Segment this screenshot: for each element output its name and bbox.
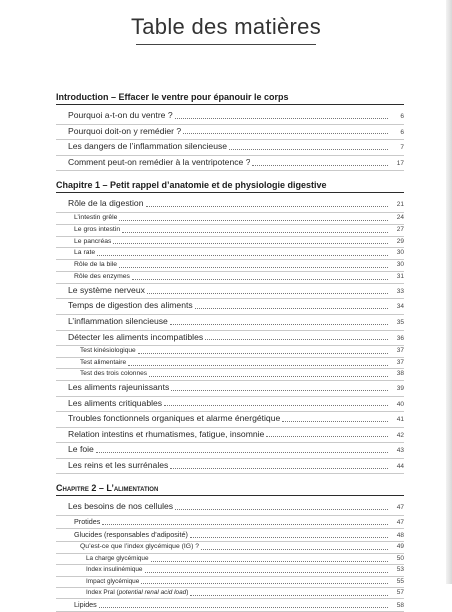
toc-entry-page: 44 <box>396 462 404 470</box>
leader-dots <box>195 308 388 309</box>
leader-dots <box>147 293 388 294</box>
leader-dots <box>175 118 388 119</box>
toc-entry-page: 55 <box>396 577 404 585</box>
leader-dots <box>132 279 388 280</box>
leader-dots <box>119 267 388 268</box>
leader-dots <box>229 149 388 150</box>
title-underline <box>136 44 316 45</box>
leader-dots <box>119 220 388 221</box>
toc-subentry[interactable] <box>56 554 404 565</box>
toc-entry-label: Lipides <box>74 600 97 610</box>
toc-subentry[interactable] <box>56 577 404 588</box>
toc-entry[interactable] <box>56 428 404 444</box>
toc-entry-label: Rôle de la bile <box>74 261 118 269</box>
toc-entry-page: 38 <box>396 370 404 378</box>
toc-entry[interactable] <box>56 140 404 156</box>
toc-entry-label: La charge glycémique <box>86 554 149 562</box>
leader-dots <box>201 549 388 550</box>
leader-dots <box>99 607 388 608</box>
toc-subentry[interactable] <box>56 225 404 237</box>
toc-entry-page: 6 <box>400 113 404 120</box>
toc-entry-label: Les reins et les surrénales <box>68 459 169 470</box>
toc-entry-page: 21 <box>396 201 404 209</box>
toc-entry-label-start: Index Pral ( <box>86 589 119 597</box>
toc-entry-label: L’intestin grêle <box>74 213 118 221</box>
toc-entry-label: Impact glycémique <box>86 577 140 585</box>
toc-subentry[interactable] <box>56 565 404 576</box>
toc-entry-label: Troubles fonctionnels organiques et alarme énergétique <box>68 413 281 424</box>
toc-entry-page: 41 <box>396 416 404 424</box>
leader-dots <box>170 324 388 325</box>
toc-entry[interactable] <box>56 500 404 516</box>
toc-entry-page: 17 <box>396 159 404 167</box>
toc-entry-page: 37 <box>396 358 404 366</box>
toc-entry-label: Qu’est-ce que l’index glycémique (IG) ? <box>80 543 199 551</box>
toc-entry[interactable] <box>56 459 404 475</box>
toc-entry-label-italic: potential renal acid load <box>118 589 187 597</box>
toc-entry-page: 43 <box>396 447 404 455</box>
leader-dots <box>252 165 388 166</box>
page-edge-shadow <box>446 0 452 584</box>
toc-subentry[interactable] <box>56 260 404 272</box>
toc-entry-label: Le pancréas <box>74 237 112 245</box>
leader-dots <box>149 376 388 377</box>
leader-dots <box>183 133 388 134</box>
leader-dots <box>164 405 388 406</box>
toc-entry[interactable] <box>56 381 404 397</box>
toc-entry[interactable] <box>56 284 404 300</box>
toc-subentry[interactable] <box>56 542 404 554</box>
toc-entry[interactable] <box>56 331 404 347</box>
leader-dots <box>190 595 388 596</box>
toc-subentry[interactable] <box>56 248 404 260</box>
leader-dots <box>175 509 388 510</box>
leader-dots <box>171 390 388 391</box>
toc-entry-page: 57 <box>396 589 404 597</box>
toc-entry-page: 50 <box>396 554 404 562</box>
toc-entry-label: Pourquoi a-t-on du ventre ? <box>68 110 173 120</box>
toc-entry-label: Comment peut-on remédier à la ventripotence ? <box>68 156 251 167</box>
toc-entry-label: Les dangers de l’inflammation silencieuse <box>68 141 228 152</box>
toc-subentry[interactable] <box>56 346 404 358</box>
leader-dots <box>113 243 388 244</box>
toc-subentry[interactable] <box>56 272 404 284</box>
toc-entry-label: Détecter les aliments incompatibles <box>68 331 204 342</box>
toc-entry[interactable] <box>56 125 404 141</box>
title-block <box>0 14 452 45</box>
toc-entry-label: Test kinésiologique <box>80 347 136 355</box>
toc-entry-label: Glucides (responsables d’adiposité) <box>74 530 188 540</box>
toc-entry-page: 47 <box>396 519 404 527</box>
leader-dots <box>138 353 388 354</box>
leader-dots <box>190 537 388 538</box>
toc-entry-page: 49 <box>396 543 404 551</box>
leader-dots <box>266 436 388 437</box>
leader-dots <box>128 365 388 366</box>
toc-entry-page: 6 <box>400 128 404 136</box>
leader-dots <box>96 452 388 453</box>
toc-entry-page: 27 <box>396 225 404 233</box>
toc-entry-label: Test alimentaire <box>80 358 127 366</box>
toc-entry-label: Protides <box>74 517 101 527</box>
toc-entry[interactable] <box>56 315 404 331</box>
toc-entry-label: Les besoins de nos cellules <box>68 501 174 512</box>
leader-dots <box>282 421 388 422</box>
toc-entry-page: 7 <box>400 144 404 152</box>
toc-entry-label: Le système nerveux <box>68 284 145 295</box>
toc-entry-label: Les aliments critiquables <box>68 397 163 408</box>
leader-dots <box>205 339 388 340</box>
toc-entry-label: Le foie <box>68 444 94 455</box>
toc-entry-label: La rate <box>74 249 96 257</box>
toc-entry-page: 47 <box>396 504 404 512</box>
leader-dots <box>102 524 388 525</box>
toc-entry[interactable] <box>56 156 404 172</box>
toc-entry-page: 24 <box>396 213 404 221</box>
leader-dots <box>97 255 388 256</box>
page-title: Table des matières <box>130 14 322 39</box>
toc-entry-page: 53 <box>396 566 404 574</box>
toc-entry-page: 48 <box>396 532 404 540</box>
toc-entry[interactable] <box>56 197 404 213</box>
toc-entry-page: 29 <box>396 237 404 245</box>
toc-entry-page: 58 <box>396 602 404 610</box>
toc-entry-label: Temps de digestion des aliments <box>68 300 193 311</box>
toc-entry-label: Rôle des enzymes <box>74 272 130 280</box>
table-of-contents <box>56 92 404 612</box>
section-heading-chapter-2: Chapitre 2 – L’alimentation <box>56 483 404 496</box>
toc-subentry[interactable] <box>56 516 404 529</box>
toc-entry-page: 39 <box>396 384 404 392</box>
toc-subentry[interactable] <box>56 358 404 370</box>
toc-subentry[interactable] <box>56 599 404 612</box>
toc-entry-label: Le gros intestin <box>74 225 121 233</box>
toc-entry-label: L’inflammation silencieuse <box>68 315 168 326</box>
leader-dots <box>170 468 388 469</box>
toc-entry-label: Test des trois colonnes <box>80 370 148 378</box>
toc-subentry[interactable] <box>56 237 404 249</box>
toc-entry-page: 37 <box>396 347 404 355</box>
toc-entry-page: 40 <box>396 400 404 408</box>
leader-dots <box>151 561 388 562</box>
toc-entry[interactable] <box>56 397 404 413</box>
toc-entry-label: Rôle de la digestion <box>68 198 144 209</box>
toc-entry[interactable] <box>56 412 404 428</box>
toc-entry-page: 30 <box>396 249 404 257</box>
leader-dots <box>145 572 389 573</box>
section-heading-introduction: Introduction – Effacer le ventre pour épanouir le corps <box>56 92 404 105</box>
leader-dots <box>122 232 388 233</box>
toc-entry-label: Les aliments rajeunissants <box>68 381 170 392</box>
section-heading-chapter-1: Chapitre 1 – Petit rappel d’anatomie et de physiologie digestive <box>56 180 404 193</box>
toc-entry-label: Pourquoi doit-on y remédier ? <box>68 125 182 136</box>
toc-entry-page: 33 <box>396 287 404 295</box>
toc-entry[interactable] <box>56 443 404 459</box>
toc-entry-page: 30 <box>396 261 404 269</box>
toc-entry-label <box>86 588 188 598</box>
toc-entry-page: 42 <box>396 431 404 439</box>
toc-entry-page: 34 <box>396 303 404 311</box>
toc-entry-label-end: ) <box>186 589 189 597</box>
toc-entry[interactable] <box>56 299 404 315</box>
toc-entry-page: 35 <box>396 318 404 326</box>
toc-entry[interactable] <box>56 109 404 125</box>
toc-subentry[interactable] <box>56 588 404 599</box>
leader-dots <box>146 206 389 207</box>
toc-entry-page: 36 <box>396 334 404 342</box>
toc-subentry[interactable] <box>56 213 404 225</box>
toc-subentry[interactable] <box>56 369 404 381</box>
toc-entry-label: Relation intestins et rhumatismes, fatigue, insomnie <box>68 428 265 439</box>
toc-entry-label: Index insulinémique <box>86 566 143 574</box>
toc-subentry[interactable] <box>56 529 404 542</box>
toc-entry-page: 31 <box>396 272 404 280</box>
